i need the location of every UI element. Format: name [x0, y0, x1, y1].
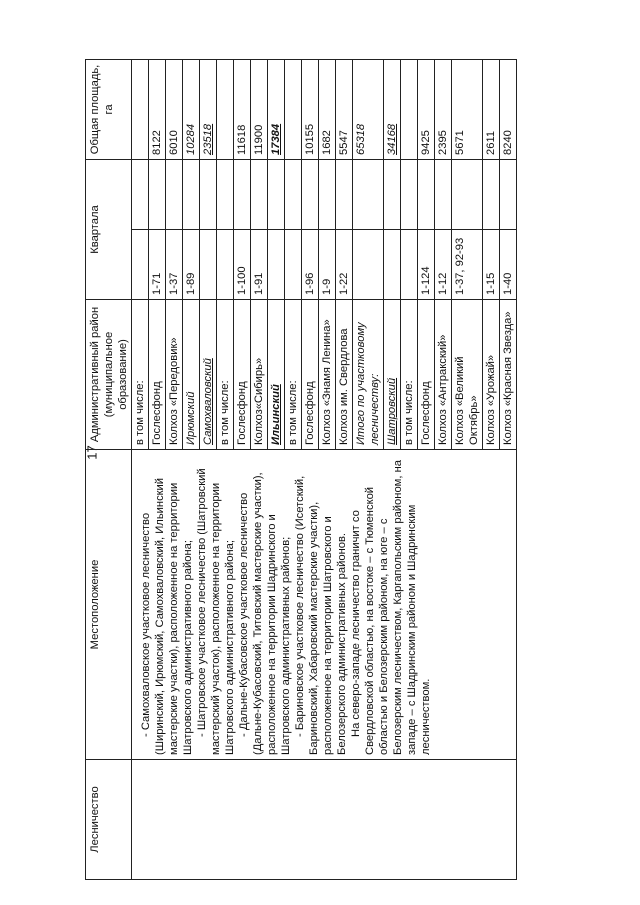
page-number: 17 — [84, 445, 100, 460]
rotated-table-container — [85, 60, 605, 880]
location-paragraph: На северо-западе лесничество граничит со Свердловской областью, на востоке – с Тюменской областью и Белозерским районом, на юге – с Белозерским лесничеством, Каргапольским районом, на западе – с Шадринским районом и Шадринским лесничеством. — [350, 460, 432, 755]
admin-label: Колхоз «Великий Октябрь» — [454, 356, 480, 445]
blocks-extra-cell — [285, 159, 302, 229]
blocks-cell: 1-9 — [319, 230, 336, 300]
admin-label: Колхоз «Красная Звезда» — [502, 311, 514, 445]
area-cell — [302, 59, 319, 159]
blocks-cell — [384, 230, 401, 300]
table-body — [132, 59, 517, 879]
admin-cell — [200, 300, 217, 450]
blocks-extra-cell — [251, 159, 268, 229]
admin-label: в том числе: — [403, 380, 415, 445]
blocks-extra-cell — [268, 159, 285, 229]
blocks-extra-cell — [149, 159, 166, 229]
blocks-extra-cell — [183, 159, 200, 229]
area-value: 8240 — [502, 130, 514, 155]
blocks-cell: 1-37, 92-93 — [452, 230, 483, 300]
area-cell — [336, 59, 353, 159]
area-cell — [285, 59, 302, 159]
admin-cell — [401, 300, 418, 450]
blocks-extra-cell — [302, 159, 319, 229]
admin-cell — [353, 300, 384, 450]
admin-cell — [418, 300, 435, 450]
admin-label: в том числе: — [219, 380, 231, 445]
area-cell — [401, 59, 418, 159]
area-value: 2611 — [485, 130, 497, 155]
area-value: 5671 — [454, 130, 466, 155]
admin-cell — [336, 300, 353, 450]
location-paragraph: - Дальне-Кубасовское участковое лесничество (Дальне-Кубасовский, Титовский мастерские участки), расположенное на территории Шадринского и Шатровского административных районов; — [238, 472, 292, 755]
admin-label: Колхоз «Антракский» — [437, 334, 449, 445]
admin-cell — [483, 300, 500, 450]
blocks-extra-cell — [500, 159, 517, 229]
area-value: 10155 — [304, 123, 316, 155]
area-value: 9425 — [420, 130, 432, 155]
blocks-cell — [132, 230, 149, 300]
admin-cell — [500, 300, 517, 450]
table-row — [132, 59, 149, 879]
area-value: 65318 — [355, 123, 367, 155]
area-cell — [353, 59, 384, 159]
admin-label: Колхоз им. Свердлова — [338, 328, 350, 445]
admin-cell — [285, 300, 302, 450]
blocks-cell: 1-89 — [183, 230, 200, 300]
area-cell — [483, 59, 500, 159]
blocks-cell: 1-100 — [234, 230, 251, 300]
admin-label: Колхоз «Передовик» — [168, 337, 180, 445]
blocks-cell: 1-15 — [483, 230, 500, 300]
admin-label: Гослесфонд — [151, 381, 163, 445]
admin-cell — [452, 300, 483, 450]
admin-cell — [268, 300, 285, 450]
area-value: 2395 — [437, 130, 449, 155]
area-value: 8122 — [151, 130, 163, 155]
admin-label: Ирюмский — [185, 391, 197, 445]
area-value: 11618 — [236, 124, 248, 155]
blocks-extra-cell — [353, 159, 384, 229]
area-value: 34168 — [386, 123, 398, 155]
admin-label: Итого по участковому лесничеству: — [355, 322, 381, 445]
admin-cell — [435, 300, 452, 450]
blocks-cell — [200, 230, 217, 300]
blocks-extra-cell — [336, 159, 353, 229]
admin-cell — [384, 300, 401, 450]
blocks-cell — [268, 230, 285, 300]
area-value: 17384 — [270, 123, 282, 155]
blocks-cell: 1-22 — [336, 230, 353, 300]
admin-cell — [183, 300, 200, 450]
header-area: Общая площадь, га — [86, 59, 132, 159]
header-row — [86, 59, 132, 879]
area-cell — [452, 59, 483, 159]
admin-label: Самохваловский — [202, 358, 214, 445]
header-admin: Административный район (муниципальное образование) — [86, 300, 132, 450]
area-cell — [132, 59, 149, 159]
admin-cell — [251, 300, 268, 450]
admin-cell — [132, 300, 149, 450]
area-cell — [268, 59, 285, 159]
area-cell — [500, 59, 517, 159]
forestry-cell — [132, 760, 517, 880]
blocks-extra-cell — [435, 159, 452, 229]
area-cell — [384, 59, 401, 159]
area-value: 6010 — [168, 130, 180, 155]
forestry-table — [85, 59, 517, 880]
admin-label: Шатровский — [386, 377, 398, 445]
area-cell — [251, 59, 268, 159]
blocks-cell — [353, 230, 384, 300]
location-cell — [132, 450, 517, 760]
admin-cell — [234, 300, 251, 450]
header-forestry: Лесничество — [86, 760, 132, 880]
blocks-cell — [401, 230, 418, 300]
blocks-extra-cell — [217, 159, 234, 229]
header-blocks: Квартала — [86, 159, 132, 299]
admin-cell — [217, 300, 234, 450]
area-cell — [200, 59, 217, 159]
blocks-extra-cell — [200, 159, 217, 229]
blocks-cell: 1-124 — [418, 230, 435, 300]
blocks-cell: 1-71 — [149, 230, 166, 300]
admin-cell — [319, 300, 336, 450]
blocks-cell: 1-40 — [500, 230, 517, 300]
blocks-extra-cell — [384, 159, 401, 229]
blocks-extra-cell — [166, 159, 183, 229]
blocks-extra-cell — [418, 159, 435, 229]
blocks-cell: 1-12 — [435, 230, 452, 300]
area-value: 5547 — [338, 130, 350, 155]
blocks-extra-cell — [401, 159, 418, 229]
blocks-extra-cell — [319, 159, 336, 229]
location-paragraph: - Бариновское участковое лесничество (Исетский, Бариновский, Хабаровский мастерские участки), расположенное на территории Шатровского и Белозерского административных районов. — [294, 475, 348, 755]
admin-label: Колхоз «Урожай» — [485, 354, 497, 445]
admin-cell — [166, 300, 183, 450]
location-paragraph: - Шатровское участковое лесничество (Шатровский мастерский участок), расположенное на территории Шатровского административного района; — [196, 468, 236, 755]
blocks-cell: 1-91 — [251, 230, 268, 300]
area-cell — [217, 59, 234, 159]
admin-label: Гослесфонд — [420, 381, 432, 445]
blocks-cell: 1-96 — [302, 230, 319, 300]
blocks-extra-cell — [234, 159, 251, 229]
area-cell — [149, 59, 166, 159]
blocks-extra-cell — [452, 159, 483, 229]
admin-label: в том числе: — [287, 380, 299, 445]
blocks-cell — [285, 230, 302, 300]
area-cell — [166, 59, 183, 159]
area-value: 1682 — [321, 130, 333, 155]
area-cell — [435, 59, 452, 159]
area-cell — [418, 59, 435, 159]
area-cell — [183, 59, 200, 159]
area-value: 10284 — [185, 123, 197, 155]
location-paragraph: - Самохваловское участковое лесничество (Ширинский, Ирюмский, Самохваловский, Ильинский мастерские участки), расположенное на территории Шатровского административного района; — [140, 477, 194, 755]
admin-label: Гослесфонд — [236, 381, 248, 445]
blocks-extra-cell — [483, 159, 500, 229]
admin-cell — [302, 300, 319, 450]
admin-label: Гослесфонд — [304, 381, 316, 445]
admin-label: Колхоз«Сибирь» — [253, 357, 265, 445]
area-value: 23518 — [202, 123, 214, 155]
area-cell — [319, 59, 336, 159]
header-location: Местоположение — [86, 450, 132, 760]
admin-label: Колхоз «Знамя Ленина» — [321, 319, 333, 445]
blocks-cell: 1-37 — [166, 230, 183, 300]
admin-label: в том числе: — [134, 380, 146, 445]
blocks-cell — [217, 230, 234, 300]
admin-label: Ильинский — [270, 384, 282, 445]
area-value: 11900 — [253, 124, 265, 155]
admin-cell — [149, 300, 166, 450]
blocks-extra-cell — [132, 159, 149, 229]
area-cell — [234, 59, 251, 159]
